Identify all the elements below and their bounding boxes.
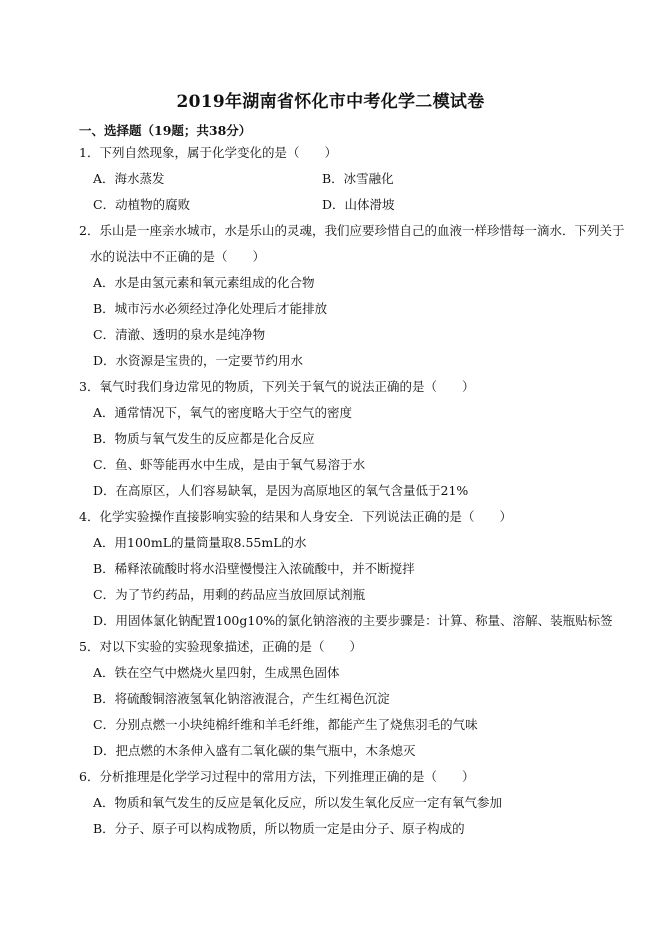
question-3-option-b: B．物质与氧气发生的反应都是化合反应 (93, 431, 315, 446)
question-4-stem: 4．化学实验操作直接影响实验的结果和人身安全．下列说法正确的是（ ） (79, 509, 512, 524)
question-5-option-b: B．将硫酸铜溶液氢氧化钠溶液混合，产生红褐色沉淀 (93, 691, 390, 706)
exam-title: 2019年湖南省怀化市中考化学二模试卷 (176, 92, 485, 112)
question-1-option-a: A．海水蒸发 (93, 171, 165, 186)
question-2-stem-continued: 水的说法中不正确的是（ ） (90, 249, 266, 264)
question-1-option-b: B．冰雪融化 (322, 171, 394, 186)
question-6-option-a: A．物质和氧气发生的反应是氧化反应，所以发生氧化反应一定有氧气参加 (93, 795, 503, 810)
question-3-option-a: A．通常情况下，氧气的密度略大于空气的密度 (93, 405, 353, 420)
question-3-stem: 3．氧气时我们身边常见的物质，下列关于氧气的说法正确的是（ ） (79, 379, 475, 394)
question-5-option-a: A．铁在空气中燃烧火星四射，生成黑色固体 (93, 665, 340, 680)
question-1-option-c: C．动植物的腐败 (93, 197, 191, 212)
question-2-stem: 2．乐山是一座亲水城市，水是乐山的灵魂，我们应要珍惜自己的血液一样珍惜每一滴水．下列关于 (79, 223, 625, 238)
question-6-option-b: B．分子、原子可以构成物质，所以物质一定是由分子、原子构成的 (93, 821, 465, 836)
question-4-option-c: C．为了节约药品，用剩的药品应当放回原试剂瓶 (93, 587, 366, 602)
question-4-option-b: B．稀释浓硫酸时将水沿壁慢慢注入浓硫酸中，并不断搅拌 (93, 561, 415, 576)
question-2-option-c: C．清澈、透明的泉水是纯净物 (93, 327, 266, 342)
question-2-option-a: A．水是由氢元素和氧元素组成的化合物 (93, 275, 315, 290)
question-1-stem: 1．下列自然现象，属于化学变化的是（ ） (79, 145, 337, 160)
question-5-option-d: D．把点燃的木条伸入盛有二氧化碳的集气瓶中，木条熄灭 (93, 743, 416, 758)
question-4-option-d: D．用固体氯化钠配置100g10%的氯化钠溶液的主要步骤是：计算、称量、溶解、装瓶贴标签 (93, 613, 613, 628)
question-4-option-a: A．用100mL的量筒量取8.55mL的水 (93, 535, 307, 550)
question-2-option-d: D．水资源是宝贵的，一定要节约用水 (93, 353, 304, 368)
question-6-stem: 6．分析推理是化学学习过程中的常用方法，下列推理正确的是（ ） (79, 769, 475, 784)
question-3-option-c: C．鱼、虾等能再水中生成，是由于氧气易溶于水 (93, 457, 366, 472)
question-2-option-b: B．城市污水必须经过净化处理后才能排放 (93, 301, 328, 316)
question-1-option-d: D．山体滑坡 (322, 197, 395, 212)
question-3-option-d: D．在高原区，人们容易缺氧，是因为高原地区的氧气含量低于21% (93, 483, 469, 498)
section-heading: 一、选择题（19题；共38分） (79, 123, 252, 138)
question-5-option-c: C．分别点燃一小块纯棉纤维和羊毛纤维，都能产生了烧焦羽毛的气味 (93, 717, 478, 732)
question-5-stem: 5．对以下实验的实验现象描述，正确的是（ ） (79, 639, 362, 654)
